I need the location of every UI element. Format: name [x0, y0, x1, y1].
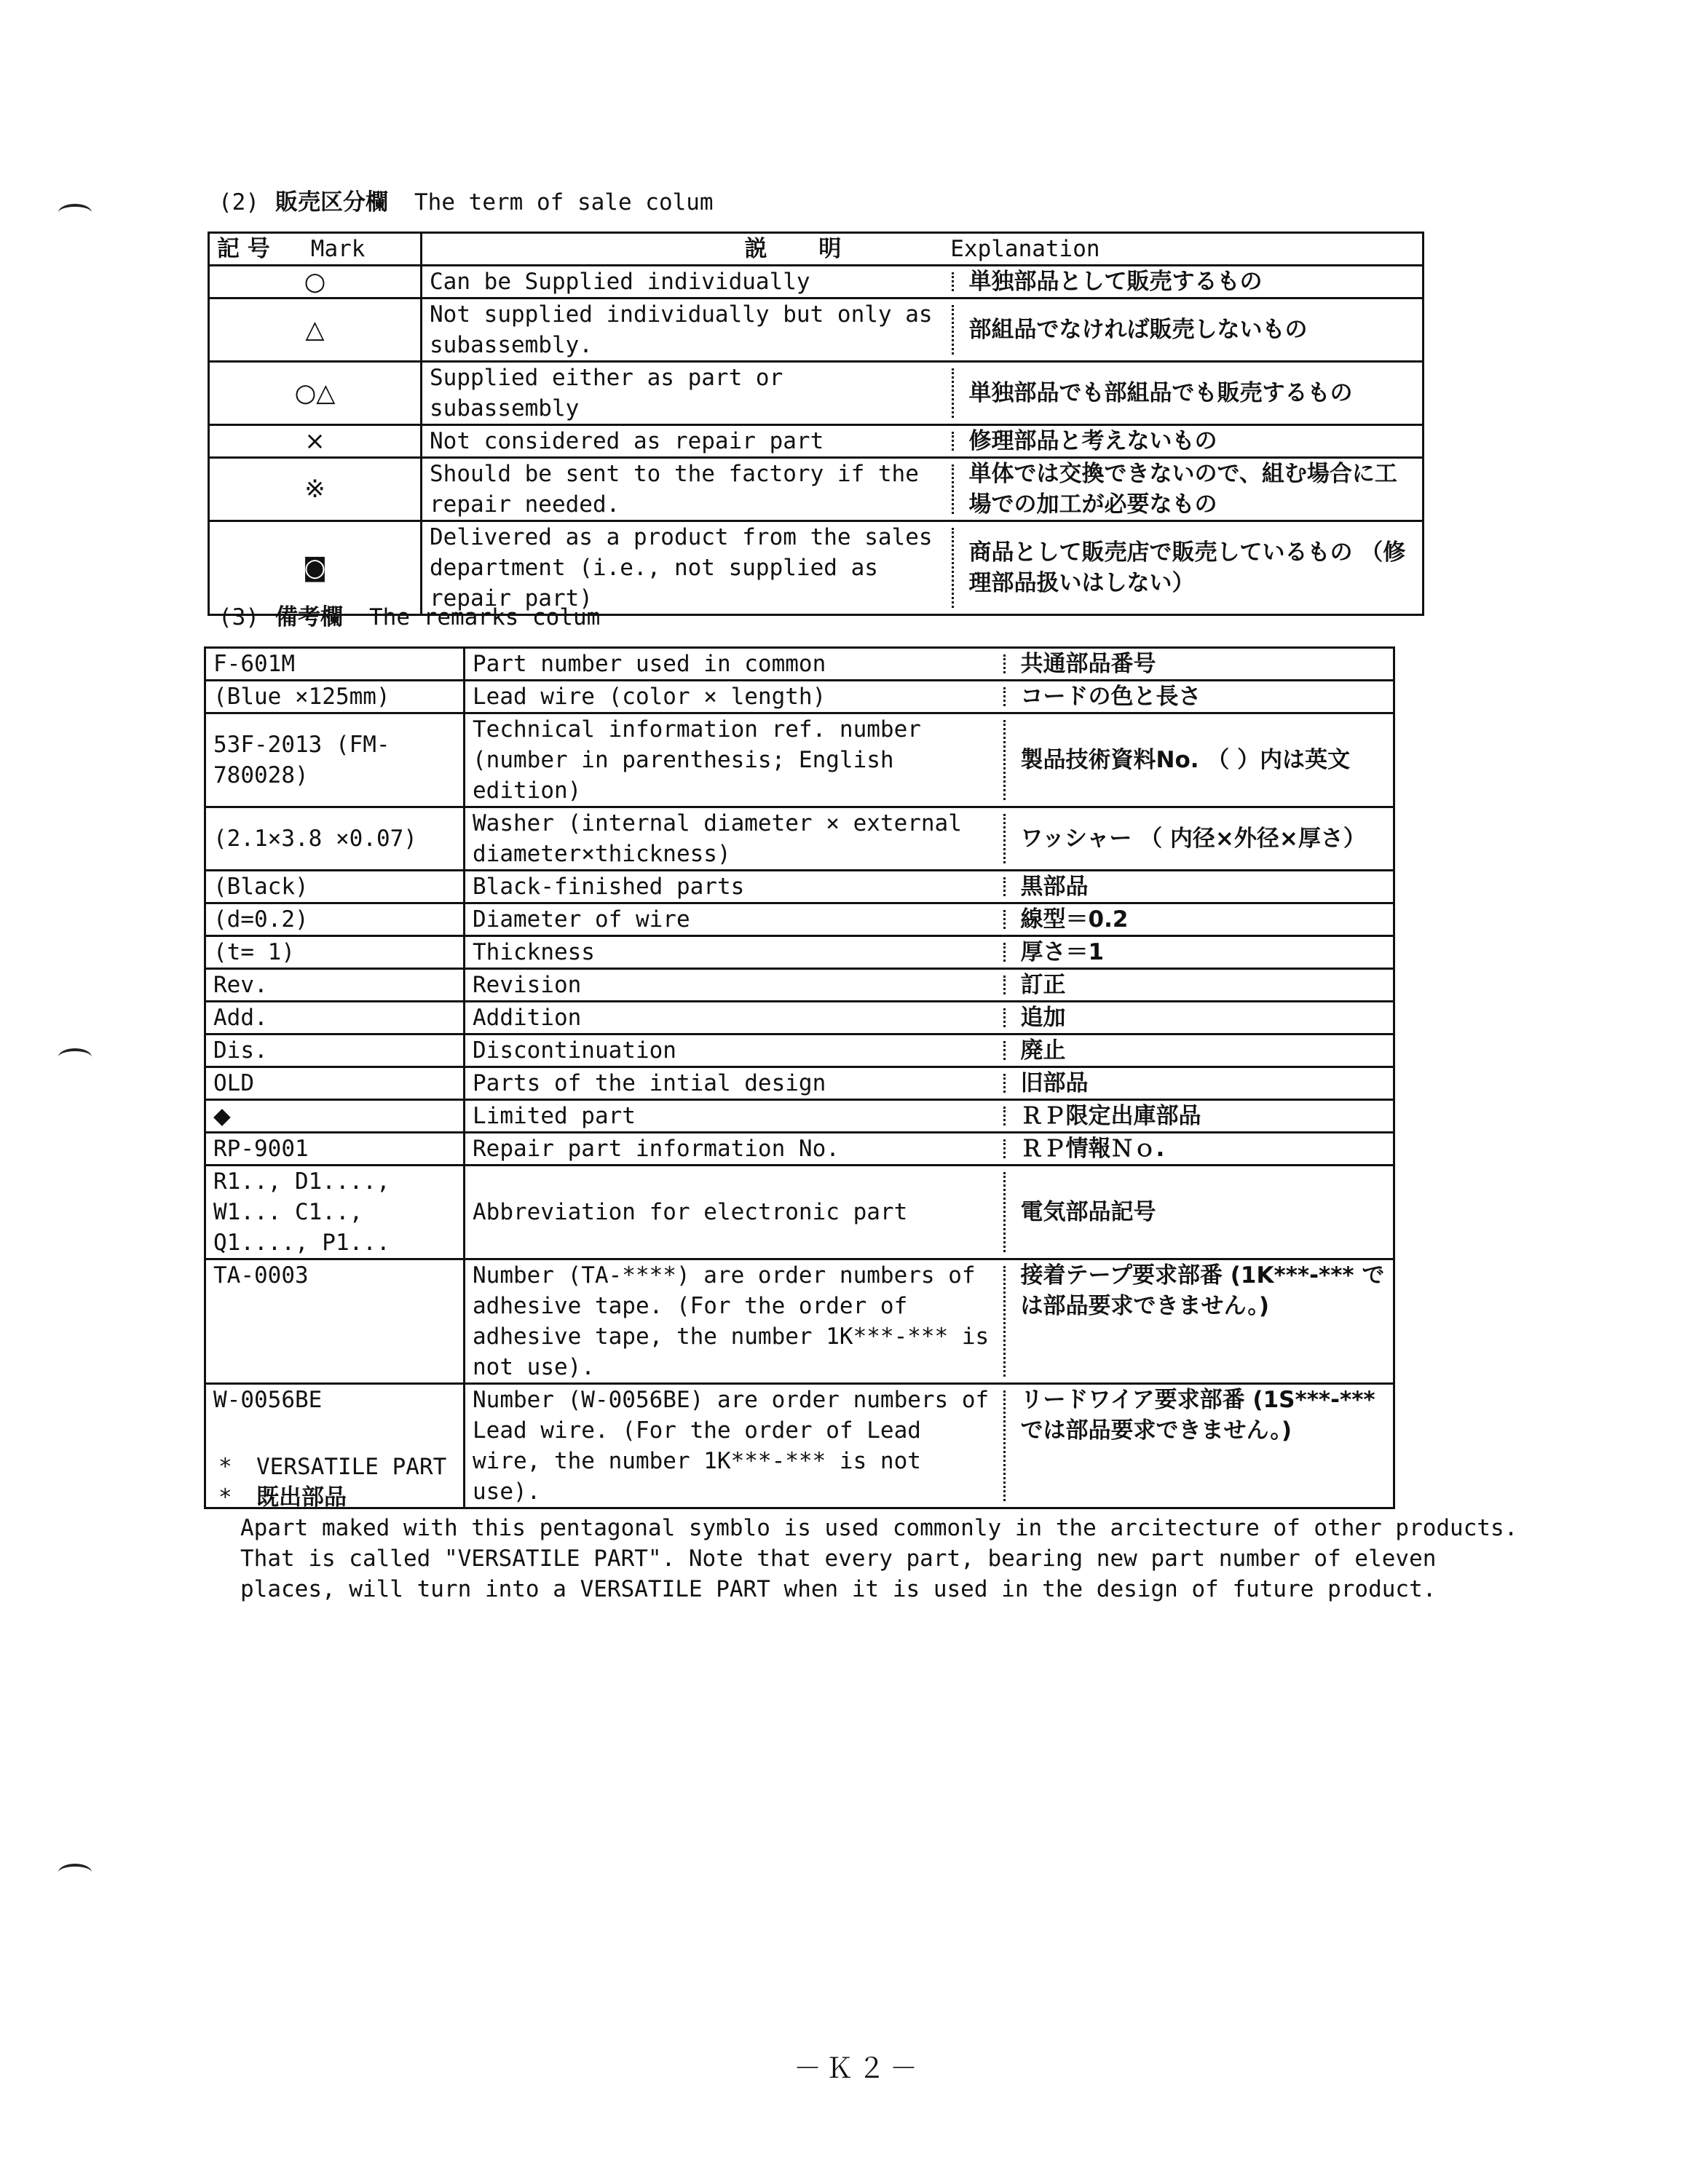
remark-en-cell: Addition [465, 1002, 1002, 1034]
note-paragraph-line: places, will turn into a VERSATILE PART when it is used in the design of future product. [240, 1576, 1437, 1602]
remark-en-cell: Technical information ref. number (number in parenthesis; English edition) [465, 713, 1002, 807]
code-cell: OLD [205, 1067, 465, 1100]
mark-header-jp: 記 号 [217, 236, 270, 262]
remark-jp-cell: 追加 [1002, 1002, 1394, 1034]
explanation-en-cell: Not considered as repair part [422, 425, 950, 458]
asterisk-icon: * [218, 1484, 232, 1511]
remark-en-cell: Discontinuation [465, 1034, 1002, 1067]
table-row [205, 1034, 1394, 1067]
remark-jp-cell: リードワイア要求部番 (1S***-*** では部品要求できません。) [1002, 1384, 1394, 1508]
mark-cell: ◙ [209, 521, 422, 615]
remark-jp-cell: コードの色と長さ [1002, 681, 1394, 713]
remark-jp-cell: 黒部品 [1002, 871, 1394, 903]
code-cell: Dis. [205, 1034, 465, 1067]
remark-en-cell: Number (W-0056BE) are order numbers of Lead wire. (For the order of Lead wire, the number 1K***-*** is not use). [465, 1384, 1002, 1508]
section-title-jp: 販売区分欄 [275, 189, 388, 215]
code-cell: (Black) [205, 871, 465, 903]
note-line [218, 1452, 1517, 1482]
term-of-sale-table [208, 232, 1424, 616]
table-row [205, 807, 1394, 871]
remark-en-cell: Repair part information No. [465, 1133, 1002, 1166]
table-row [209, 362, 1424, 425]
section-number: (2) [218, 189, 259, 215]
remark-jp-cell: ＲＰ情報Ｎｏ. [1002, 1133, 1394, 1166]
page-number: －Ｋ２－ [794, 2052, 923, 2084]
binder-hole-mark [58, 1048, 92, 1066]
remark-jp-cell: 廃止 [1002, 1034, 1394, 1067]
mark-cell: × [209, 425, 422, 458]
binder-hole-mark [58, 1864, 92, 1881]
section-title-en: The remarks colum [369, 604, 601, 630]
table-row [205, 1002, 1394, 1034]
note-paragraph-line: Apart maked with this pentagonal symblo is used commonly in the arcitecture of other products. [240, 1515, 1518, 1541]
table-row [205, 681, 1394, 713]
table-row [205, 871, 1394, 903]
explanation-en-cell: Not supplied individually but only as subassembly. [422, 298, 950, 362]
section-number: (3) [218, 604, 259, 630]
code-cell: ◆ [205, 1100, 465, 1133]
code-cell: R1.., D1...., W1... C1.., Q1...., P1... [205, 1166, 465, 1259]
code-cell: (d=0.2) [205, 903, 465, 936]
table-row [205, 903, 1394, 936]
explanation-en-cell: Delivered as a product from the sales department (i.e., not supplied as repair part) [422, 521, 950, 615]
code-cell: Rev. [205, 969, 465, 1002]
mark-header-en: Mark [310, 236, 366, 262]
asterisk-icon: * [218, 1454, 232, 1480]
remark-en-cell: Diameter of wire [465, 903, 1002, 936]
table-row [205, 1100, 1394, 1133]
note-heading-jp: 既出部品 [256, 1484, 347, 1511]
binder-hole-mark [58, 204, 92, 221]
code-cell: RP-9001 [205, 1133, 465, 1166]
note-line [218, 1482, 1517, 1513]
explanation-header-jp: 説 明 [744, 236, 864, 262]
code-cell: F-601M [205, 648, 465, 681]
remark-en-cell: Parts of the intial design [465, 1067, 1002, 1100]
table-row [209, 298, 1424, 362]
remark-en-cell: Lead wire (color × length) [465, 681, 1002, 713]
remarks-table [204, 646, 1395, 1509]
remark-jp-cell: ワッシャー （ 内径×外径×厚さ） [1002, 807, 1394, 871]
code-cell: (Blue ×125mm) [205, 681, 465, 713]
table-row [209, 458, 1424, 521]
table-row [205, 648, 1394, 681]
code-cell: (2.1×3.8 ×0.07) [205, 807, 465, 871]
table-row [205, 1166, 1394, 1259]
table-row [209, 266, 1424, 298]
table-row [205, 1133, 1394, 1166]
remark-jp-cell: 製品技術資料No. （ ）内は英文 [1002, 713, 1394, 807]
section-2-title [218, 183, 714, 216]
explanation-header-en: Explanation [950, 236, 1100, 262]
explanation-jp-cell: 単体では交換できないので、組む場合に工場での加工が必要なもの [950, 458, 1424, 521]
section-3-title [218, 598, 600, 631]
explanation-jp-cell: 単独部品として販売するもの [950, 266, 1424, 298]
remark-jp-cell: 接着テープ要求部番 (1K***-*** では部品要求できません。) [1002, 1259, 1394, 1384]
code-cell: (t= 1) [205, 936, 465, 969]
mark-cell: ○ [209, 266, 422, 298]
explanation-jp-cell: 商品として販売店で販売しているもの （修理部品扱いはしない） [950, 521, 1424, 615]
table-header-row [209, 233, 1424, 266]
remark-jp-cell: ＲＰ限定出庫部品 [1002, 1100, 1394, 1133]
remark-jp-cell: 共通部品番号 [1002, 648, 1394, 681]
remark-en-cell: Thickness [465, 936, 1002, 969]
section-title-en: The term of sale colum [414, 189, 714, 215]
remark-jp-cell: 訂正 [1002, 969, 1394, 1002]
remark-en-cell: Abbreviation for electronic part [465, 1166, 1002, 1259]
mark-column-header [209, 233, 422, 266]
table-row [205, 713, 1394, 807]
table-row [205, 936, 1394, 969]
remark-en-cell: Washer (internal diameter × external diameter×thickness) [465, 807, 1002, 871]
mark-cell: ※ [209, 458, 422, 521]
table-row [205, 1067, 1394, 1100]
code-cell: Add. [205, 1002, 465, 1034]
remark-jp-cell: 厚さ＝1 [1002, 936, 1394, 969]
code-cell: W-0056BE [205, 1384, 465, 1508]
note-paragraph-line: That is called "VERSATILE PART". Note that every part, bearing new part number of eleven [240, 1546, 1437, 1572]
explanation-en-cell: Can be Supplied individually [422, 266, 950, 298]
remark-en-cell: Limited part [465, 1100, 1002, 1133]
section-title-jp: 備考欄 [275, 604, 343, 630]
mark-cell: △ [209, 298, 422, 362]
code-cell: 53F-2013 (FM-780028) [205, 713, 465, 807]
remark-en-cell: Part number used in common [465, 648, 1002, 681]
code-cell: TA-0003 [205, 1259, 465, 1384]
explanation-en-cell: Supplied either as part or subassembly [422, 362, 950, 425]
remark-en-cell: Revision [465, 969, 1002, 1002]
remark-en-cell: Number (TA-****) are order numbers of adhesive tape. (For the order of adhesive tape, the number 1K***-*** is not use). [465, 1259, 1002, 1384]
note-heading-en: VERSATILE PART [256, 1454, 447, 1480]
explanation-jp-cell: 修理部品と考えないもの [950, 425, 1424, 458]
remark-en-cell: Black-finished parts [465, 871, 1002, 903]
explanation-jp-cell: 部組品でなければ販売しないもの [950, 298, 1424, 362]
mark-cell: ○△ [209, 362, 422, 425]
table-row [205, 1259, 1394, 1384]
explanation-column-header [422, 233, 1424, 266]
remark-jp-cell: 電気部品記号 [1002, 1166, 1394, 1259]
versatile-part-note [218, 1452, 1517, 1605]
explanation-en-cell: Should be sent to the factory if the repair needed. [422, 458, 950, 521]
table-row [209, 425, 1424, 458]
explanation-jp-cell: 単独部品でも部組品でも販売するもの [950, 362, 1424, 425]
table-row [205, 969, 1394, 1002]
remark-jp-cell: 旧部品 [1002, 1067, 1394, 1100]
remark-jp-cell: 線型＝0.2 [1002, 903, 1394, 936]
